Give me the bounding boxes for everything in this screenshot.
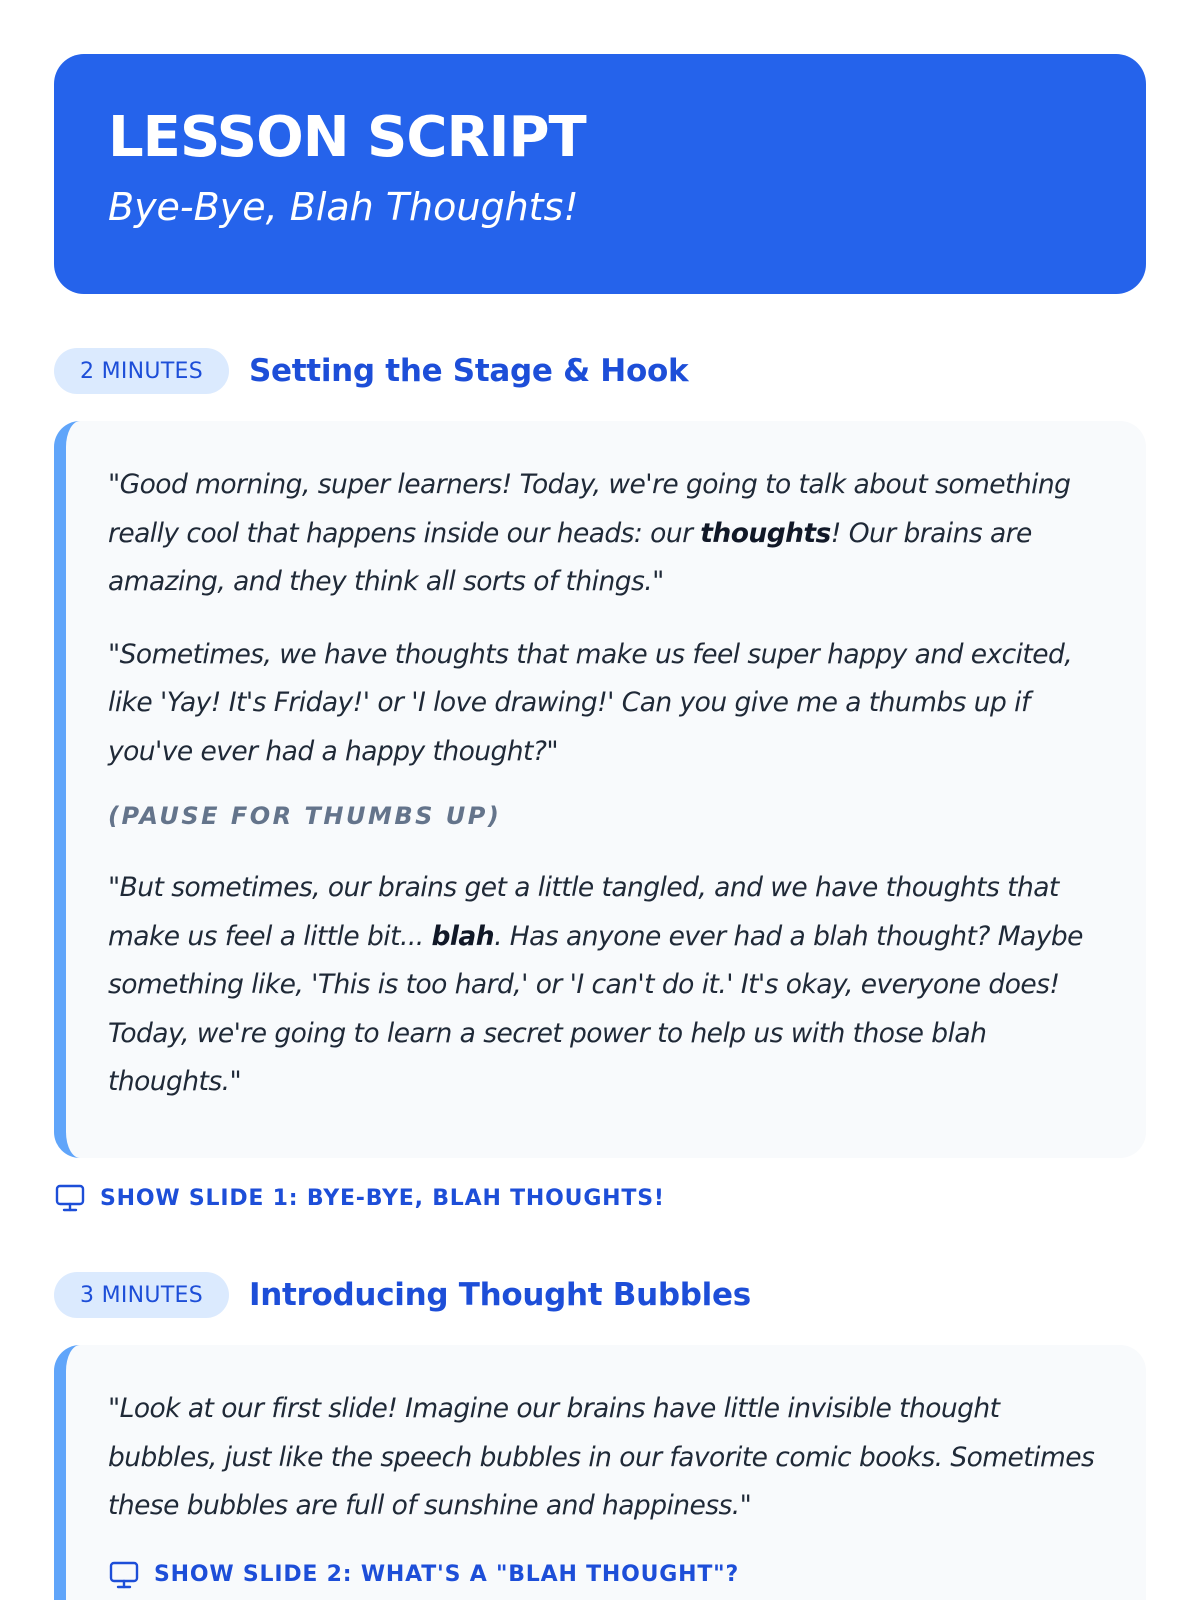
script-paragraph xyxy=(108,864,1110,1107)
slide-link-label: SHOW SLIDE 2: WHAT'S A "BLAH THOUGHT"? xyxy=(154,1562,740,1587)
section-heading xyxy=(54,348,1146,394)
section-title: Setting the Stage & Hook xyxy=(249,353,689,389)
lesson-header xyxy=(54,54,1146,294)
monitor-icon xyxy=(108,1559,140,1591)
lesson-subtitle: Bye-Bye, Blah Thoughts! xyxy=(108,185,579,229)
show-slide-link[interactable] xyxy=(108,1555,1110,1595)
section-title: Introducing Thought Bubbles xyxy=(249,1277,751,1313)
emphasis-text: thoughts xyxy=(700,517,831,549)
paragraph-text: "Good morning, super learners! Today, we're going to talk about something really cool that happens inside our heads: our xyxy=(108,469,1071,549)
paragraph-text: ! Our brains are amazing, and they think all sorts of things." xyxy=(108,517,1032,597)
script-paragraph xyxy=(108,461,1110,607)
monitor-icon xyxy=(54,1182,86,1214)
script-box xyxy=(54,421,1146,1158)
script-box xyxy=(54,1345,1146,1600)
slide-link-label: SHOW SLIDE 1: BYE-BYE, BLAH THOUGHTS! xyxy=(100,1185,665,1211)
section-heading xyxy=(54,1272,1146,1318)
stage-direction: (PAUSE FOR THUMBS UP) xyxy=(108,802,502,830)
emphasis-text: blah xyxy=(431,920,495,952)
lesson-title: LESSON SCRIPT xyxy=(108,105,586,170)
duration-badge: 2 MINUTES xyxy=(54,348,229,394)
paragraph-text: . Has anyone ever had a blah thought? Maybe something like, 'This is too hard,' or 'I can't do it.' It's okay, everyone does! Today, we're going to learn a secret power to help us with those blah thoughts." xyxy=(108,920,1083,1097)
duration-badge: 3 MINUTES xyxy=(54,1272,229,1318)
script-paragraph: "Look at our first slide! Imagine our brains have little invisible thought bubbles, just like the speech bubbles in our favorite comic books. Sometimes these bubbles are full of sunshine and happiness." xyxy=(108,1393,1095,1521)
script-paragraph: "Sometimes, we have thoughts that make us feel super happy and excited, like 'Yay! It's Friday!' or 'I love drawing!' Can you give me a thumbs up if you've ever had a happy thought?" xyxy=(108,638,1073,767)
paragraph-text: "But sometimes, our brains get a little tangled, and we have thoughts that make us feel a little bit... xyxy=(108,872,1059,952)
show-slide-link[interactable] xyxy=(54,1178,1146,1218)
